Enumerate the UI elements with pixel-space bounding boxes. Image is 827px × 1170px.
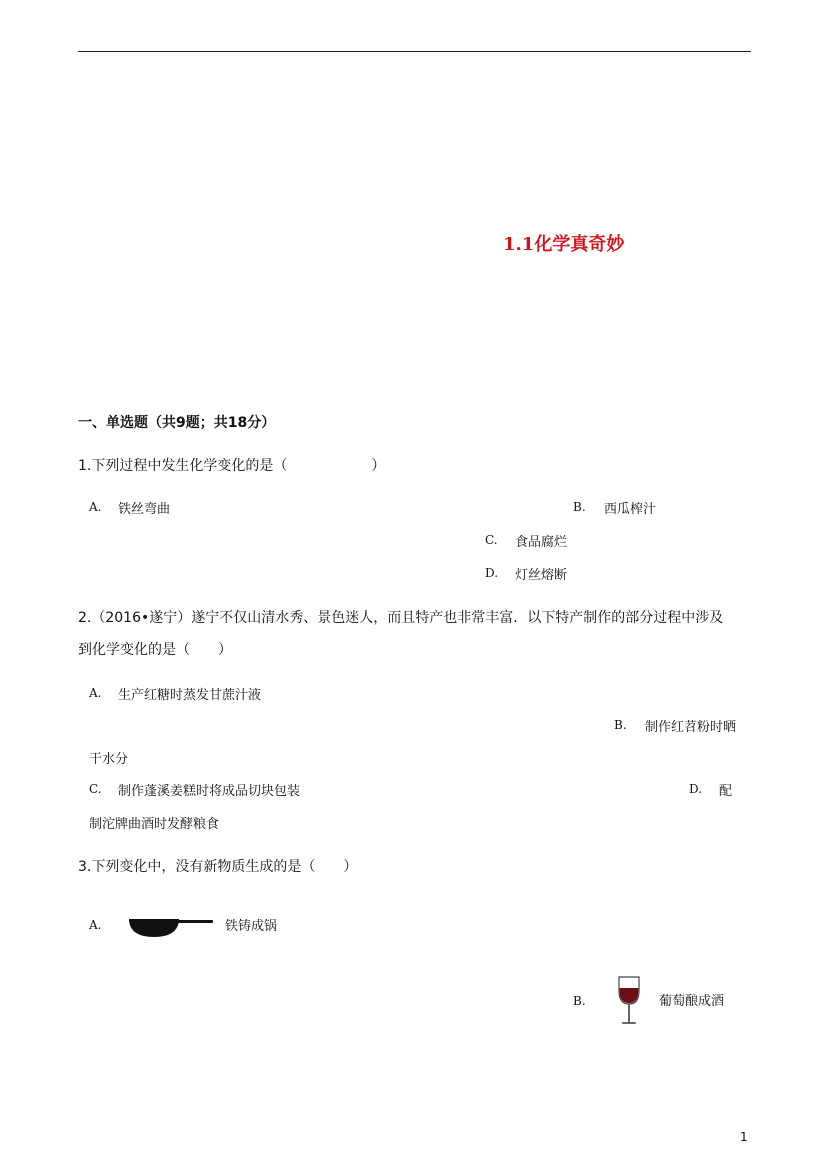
q3-option-a-text[interactable]: 铁铸成锅 xyxy=(225,919,278,934)
question-2-stem-line1: 2.（2016•遂宁）遂宁不仅山清水秀、景色迷人，而且特产也非常丰富．以下特产制作的部分过程中涉及 xyxy=(78,610,724,626)
frying-pan-icon[interactable] xyxy=(127,913,215,939)
q1-option-b-text[interactable]: 西瓜榨汁 xyxy=(604,502,657,517)
q2-option-a-letter: A. xyxy=(89,686,102,700)
q1-option-b-letter: B. xyxy=(573,500,586,514)
q2-option-a-text[interactable]: 生产红糖时蒸发甘蔗汁液 xyxy=(118,688,262,703)
q3-option-b-letter: B. xyxy=(573,994,586,1008)
wine-glass-icon[interactable] xyxy=(615,974,643,1028)
q2-option-b-text-cont[interactable]: 干水分 xyxy=(89,752,129,767)
page-title: 1.1化学真奇妙 xyxy=(503,234,625,255)
q1-option-c-letter: C. xyxy=(485,533,498,547)
q2-option-d-letter: D. xyxy=(689,782,703,796)
section-heading: 一、单选题（共9题；共18分） xyxy=(78,415,276,431)
q2-option-c-text[interactable]: 制作蓬溪姜糕时将成品切块包装 xyxy=(118,784,301,799)
q2-option-c-letter: C. xyxy=(89,782,102,796)
q1-option-a-letter: A. xyxy=(89,500,102,514)
q2-option-d-text[interactable]: 配 xyxy=(719,784,733,799)
q1-option-a-text[interactable]: 铁丝弯曲 xyxy=(118,502,171,517)
q1-option-c-text[interactable]: 食品腐烂 xyxy=(515,535,568,550)
header-rule xyxy=(78,51,751,52)
q3-option-a-letter: A. xyxy=(89,918,102,932)
q3-option-b-text[interactable]: 葡萄酿成酒 xyxy=(659,994,725,1009)
q1-option-d-text[interactable]: 灯丝熔断 xyxy=(515,568,568,583)
q2-option-d-text-cont[interactable]: 制沱牌曲酒时发酵粮食 xyxy=(89,817,220,832)
page-number: 1 xyxy=(740,1130,748,1144)
question-3-stem: 3.下列变化中，没有新物质生成的是（ ） xyxy=(78,859,358,875)
question-2-stem-line2: 到化学变化的是（ ） xyxy=(78,642,232,658)
q2-option-b-letter: B. xyxy=(614,718,627,732)
q1-option-d-letter: D. xyxy=(485,566,499,580)
q2-option-b-text[interactable]: 制作红苕粉时晒 xyxy=(645,720,737,735)
question-1-stem: 1.下列过程中发生化学变化的是（ ） xyxy=(78,458,386,474)
